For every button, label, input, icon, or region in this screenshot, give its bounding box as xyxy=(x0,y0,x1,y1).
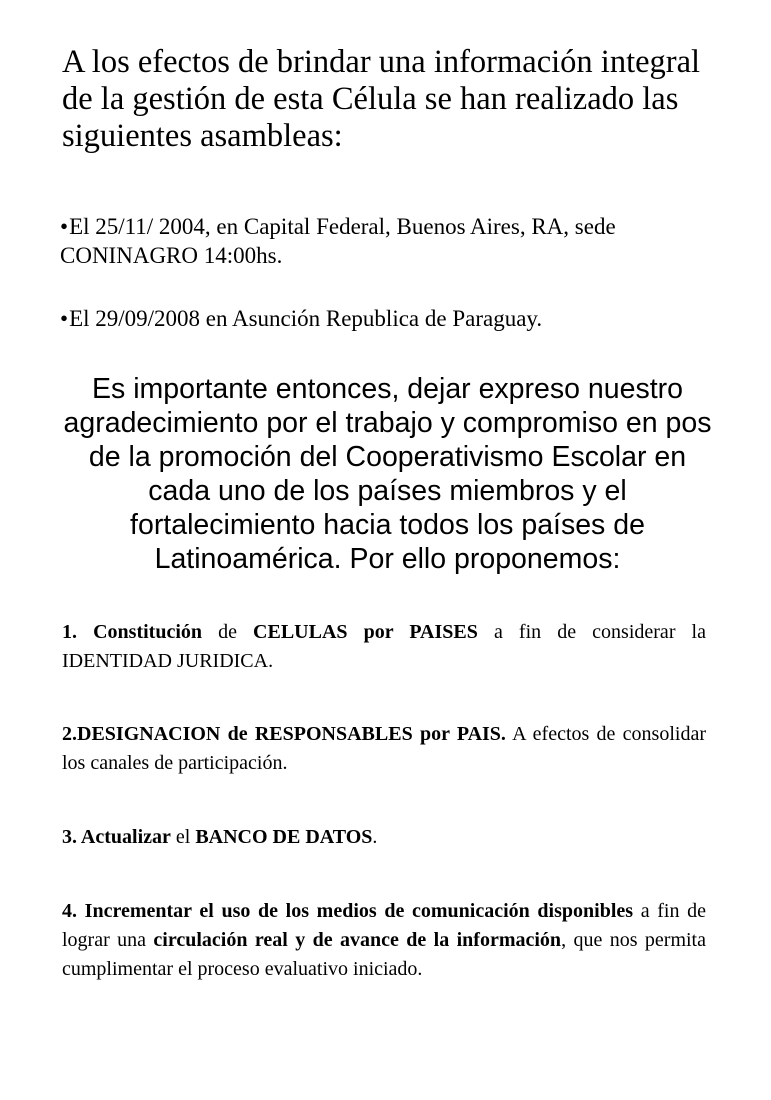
proposal-item-1 xyxy=(62,618,706,676)
proposal-number: 3. xyxy=(62,826,81,848)
proposal-emphasis: Incrementar el uso de los medios de comunicación disponibles xyxy=(84,900,634,922)
acknowledgement-paragraph: Es importante entonces, dejar expreso nuestro agradecimiento por el trabajo y compromiso en pos de la promoción del Cooperativismo Escolar en cada uno de los países miembros y el fortalecimiento hacia todos los países de Latinoamérica. Por ello proponemos: xyxy=(63,373,712,575)
proposal-text: . xyxy=(372,826,378,848)
proposal-text: de xyxy=(202,621,254,643)
bullet-marker: • xyxy=(60,306,69,331)
assembly-bullet-1 xyxy=(60,212,720,270)
assembly-bullet-text: El 29/09/2008 en Asunción Republica de Paraguay. xyxy=(69,306,543,331)
proposal-emphasis: BANCO DE DATOS xyxy=(195,826,373,848)
proposal-emphasis: Constitución xyxy=(93,621,202,643)
proposal-item-2 xyxy=(62,720,706,778)
proposal-emphasis: circulación real y de avance de la información xyxy=(153,929,562,951)
proposal-text: , que nos permita cumplimentar el proceso evaluativo iniciado. xyxy=(62,929,706,980)
assembly-bullet-text: El 25/11/ 2004, en Capital Federal, Buenos Aires, RA, sede CONINAGRO 14:00hs. xyxy=(60,214,616,268)
proposal-emphasis: Actualizar xyxy=(80,826,171,848)
proposal-number: 4. xyxy=(62,900,85,922)
intro-paragraph: A los efectos de brindar una información integral de la gestión de esta Célula se han realizado las siguientes asambleas: xyxy=(62,44,701,154)
proposal-text: A efectos de consolidar los canales de participación. xyxy=(62,723,706,774)
proposal-text: a fin de lograr una xyxy=(62,900,707,951)
proposal-text: el xyxy=(170,826,196,848)
proposal-number: 1. xyxy=(62,621,94,643)
proposal-item-3 xyxy=(62,823,706,852)
proposal-emphasis: CELULAS por PAISES xyxy=(253,621,478,643)
proposal-text: a fin de considerar la IDENTIDAD JURIDICA. xyxy=(62,621,706,672)
proposal-number: 2. xyxy=(62,723,77,745)
proposal-item-4 xyxy=(62,897,706,984)
bullet-marker: • xyxy=(60,214,69,239)
proposal-emphasis: DESIGNACION de RESPONSABLES por PAIS. xyxy=(77,723,506,745)
assembly-bullet-2 xyxy=(60,304,720,333)
